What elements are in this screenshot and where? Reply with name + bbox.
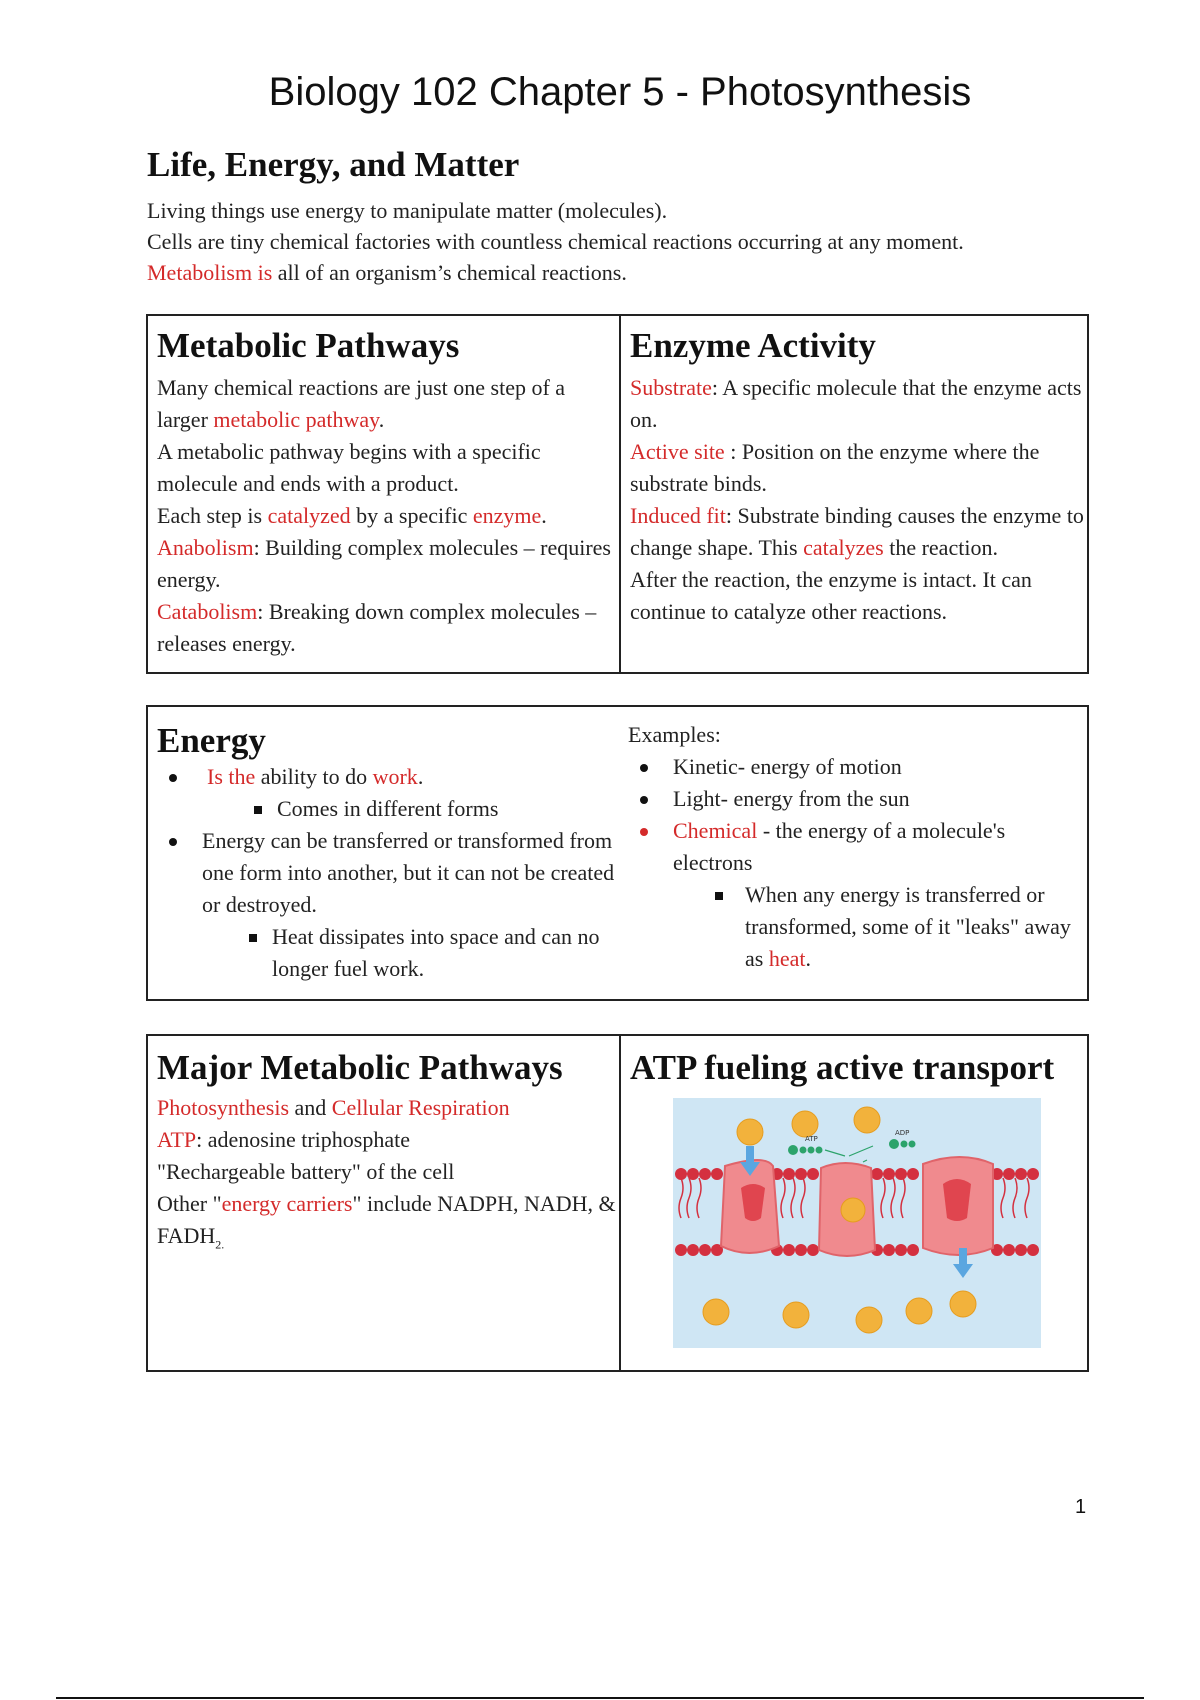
atp-label: ATP [805,1135,818,1143]
term-active-site: Active site [630,439,725,464]
footer-divider [56,1697,1144,1699]
cell-energy-examples [619,707,1087,999]
adp-label: ADP [895,1129,910,1137]
list-item: Energy can be transferred or transformed from one form into another, but it can not be created or destroyed. Heat dissipates into space and can no longer fuel work. [157,825,619,985]
term-catabolism: Catabolism [157,599,258,624]
intro-line-2: Cells are tiny chemical factories with countless chemical reactions occurring at any moment. [147,229,964,254]
heading-energy: Energy [157,721,266,760]
mp-paragraph-5: Catabolism: Breaking down complex molecules – releases energy. [157,599,597,656]
heading-atp-transport: ATP fueling active transport [630,1048,1055,1087]
energy-list [157,761,619,985]
term-work: work [372,764,418,789]
heading-enzyme-activity: Enzyme Activity [630,326,876,365]
table-metabolic-enzyme [146,314,1089,674]
cell-enzyme-activity [619,316,1087,672]
mp-paragraph-3: Each step is catalyzed by a specific enzyme. [157,503,547,528]
mmp-line-2: ATP: adenosine triphosphate [157,1127,410,1152]
heading-metabolic-pathways: Metabolic Pathways [157,326,460,365]
ea-paragraph-3: Induced fit: Substrate binding causes the enzyme to change shape. This catalyzes the reaction. [630,503,1084,560]
examples-list [628,751,1087,975]
intro-line-1: Living things use energy to manipulate matter (molecules). [147,198,668,223]
page-title: Biology 102 Chapter 5 - Photosynthesis [268,70,972,114]
mmp-line-4: Other "energy carriers" include NADPH, NADH, & $FADH_{2.}$ [157,1191,616,1252]
cell-metabolic-pathways [148,316,619,672]
term-heat: heat [768,946,806,971]
list-item: Heat dissipates into space and can no longer fuel work. [202,921,619,985]
section-heading-life-energy-matter: Life, Energy, and Matter [147,145,520,184]
term-photosynthesis: Photosynthesis [157,1095,290,1120]
term-metabolism: Metabolism is [147,260,273,285]
term-chemical: Chemical [673,818,758,843]
heading-major-pathways: Major Metabolic Pathways [157,1048,563,1087]
intro-line-3-text: all of an organism’s chemical reactions. [272,260,627,285]
page-number: 1 [1075,1496,1087,1518]
mmp-line-3: "Rechargeable battery" of the cell [157,1159,455,1184]
term-catalyzed: catalyzed [267,503,351,528]
term-cellular-respiration: Cellular Respiration [331,1095,510,1120]
atp-transport-illustration [673,1098,1041,1348]
list-item: Comes in different forms [207,793,619,825]
ea-paragraph-1: Substrate: A specific molecule that the enzyme acts on. [630,375,1082,432]
mp-paragraph-2: A metabolic pathway begins with a specific molecule and ends with a product. [157,439,541,496]
term-anabolism: Anabolism [157,535,254,560]
mp-paragraph-4: Anabolism: Building complex molecules – requires energy. [157,535,611,592]
term-catalyzes: catalyzes [803,535,884,560]
table-major-pathways [146,1034,1089,1372]
term-induced-fit: Induced fit [630,503,726,528]
cell-energy [148,707,619,999]
intro-line-3 [147,257,1097,288]
cell-major-pathways [148,1036,619,1370]
cell-atp-transport [619,1036,1087,1370]
mmp-line-1: Photosynthesis and Cellular Respiration [157,1095,510,1120]
ea-paragraph-2: Active site : Position on the enzyme where the substrate binds. [630,439,1040,496]
term-metabolic-pathway: metabolic pathway [213,407,379,432]
list-item: Light- energy from the sun [628,783,1087,815]
table-energy [146,705,1089,1001]
list-item: Chemical - the energy of a molecule's electrons When any energy is transferred or transformed, some of it "leaks" away as heat. [628,815,1087,975]
term-energy-carriers: energy carriers [221,1191,353,1216]
mp-paragraph-1: Many chemical reactions are just one step of a larger metabolic pathway. [157,375,566,432]
ea-paragraph-4: After the reaction, the enzyme is intact. It can continue to catalyze other reactions. [630,567,1032,624]
term-enzyme: enzyme [472,503,542,528]
intro-paragraph [147,195,1097,288]
list-item: Kinetic- energy of motion [628,751,1087,783]
term-atp: ATP [157,1127,197,1152]
list-item: When any energy is transferred or transformed, some of it "leaks" away as heat. [673,879,1087,975]
term-substrate: Substrate [630,375,712,400]
examples-label: Examples: [628,722,721,747]
list-item: Is the ability to do work. Comes in different forms [157,761,619,825]
